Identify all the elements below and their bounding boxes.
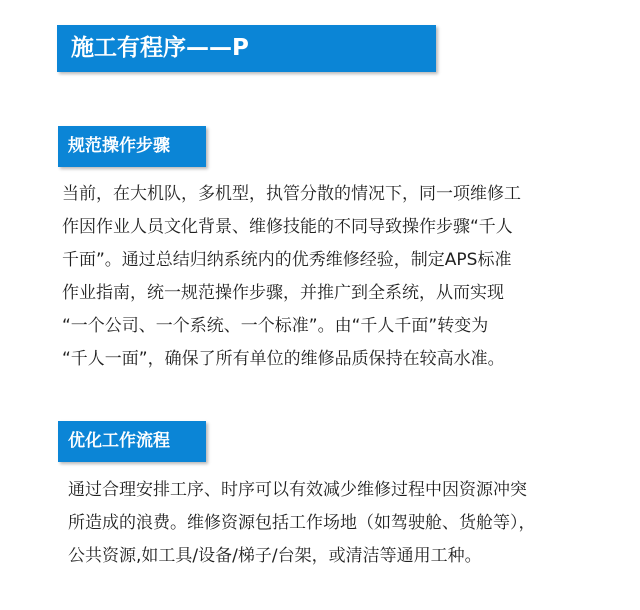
body-line: “千人一面”，确保了所有单位的维修品质保持在较高水准。 xyxy=(62,349,505,369)
body-line: 千面”。通过总结归纳系统内的优秀维修经验，制定APS标准 xyxy=(62,250,512,270)
body-line: 当前，在大机队，多机型，执管分散的情况下，同一项维修工 xyxy=(62,184,521,204)
section-heading-optimize-workflow: 优化工作流程 xyxy=(58,421,206,462)
body-line: “一个公司、一个系统、一个标准”。由“千人千面”转变为 xyxy=(62,316,489,336)
body-line: 作业指南，统一规范操作步骤，并推广到全系统，从而实现 xyxy=(62,283,504,303)
body-line: 所造成的浪费。维修资源包括工作场地（如驾驶舱、货舱等）， xyxy=(68,513,536,533)
body-line: 作因作业人员文化背景、维修技能的不同导致操作步骤“千人 xyxy=(62,217,513,237)
body-line: 通过合理安排工序、时序可以有效减少维修过程中因资源冲突 xyxy=(68,480,527,500)
section-body-standard-operation xyxy=(62,178,602,376)
body-line: 公共资源,如工具/设备/梯子/台架，或清洁等通用工种。 xyxy=(68,546,482,566)
section-body-optimize-workflow xyxy=(68,474,608,573)
section-heading-standard-operation: 规范操作步骤 xyxy=(58,126,206,167)
page-title: 施工有程序——P xyxy=(57,25,436,72)
